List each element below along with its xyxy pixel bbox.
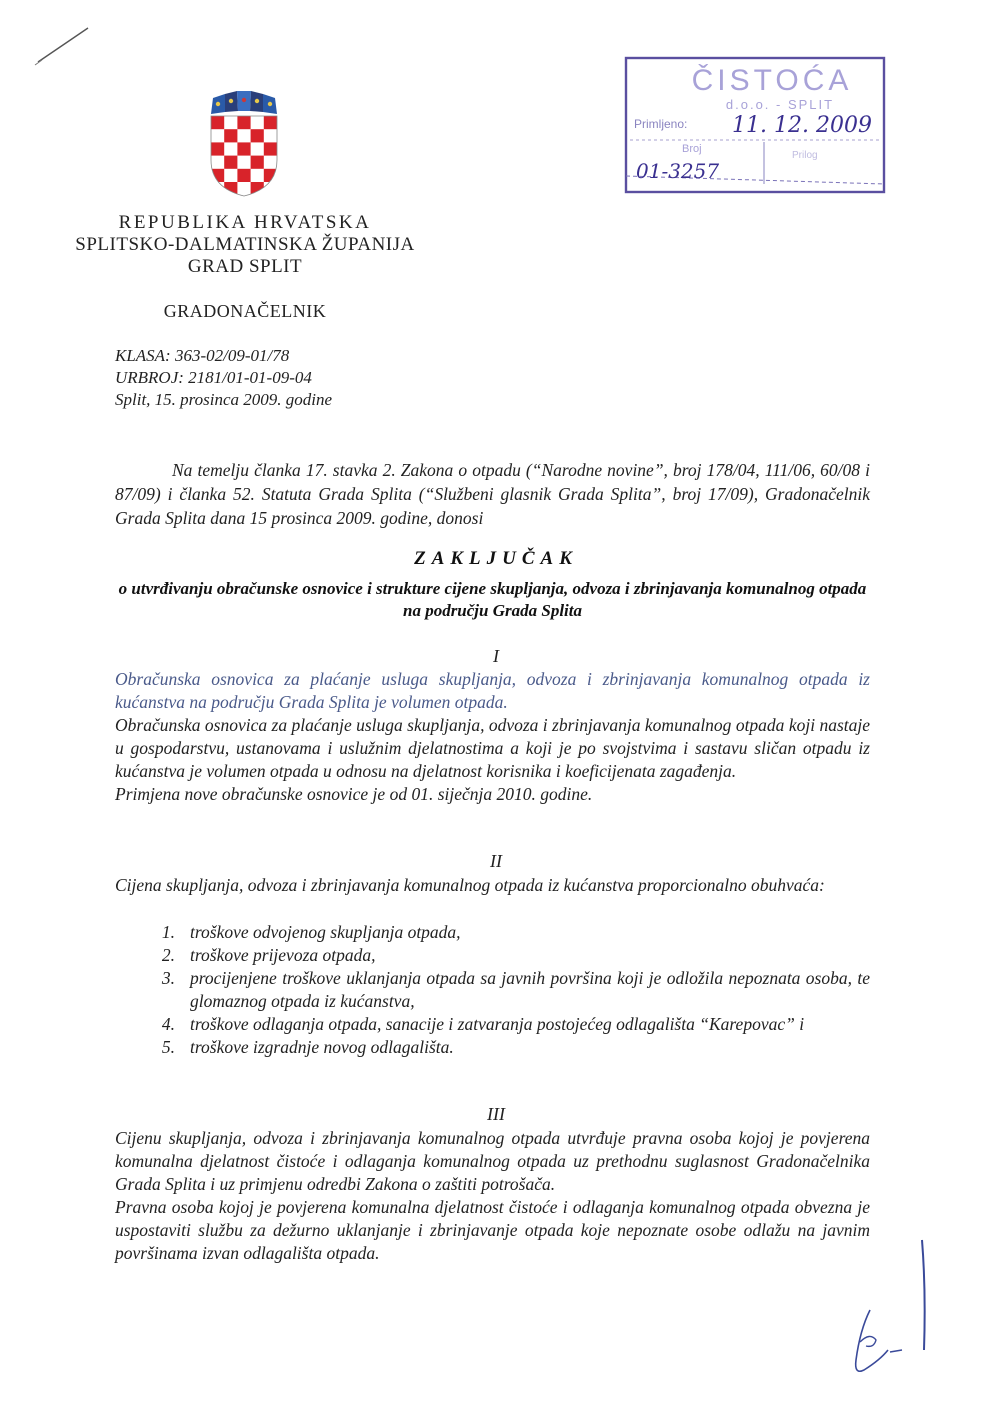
document-meta (115, 345, 332, 411)
list-item (115, 944, 870, 967)
section-3-paragraph-1: Cijenu skupljanja, odvoza i zbrinjavanja komunalnog otpada utvrđuje pravna osoba kojoj je povjerena komunalna djelatnost čistoće i odlaganja komunalnog otpada uz prethodnu suglasnost Gradonačelnika Grada Splita i uz primjenu odredbi Zakona o zaštiti potrošača. (115, 1128, 870, 1194)
list-item (115, 1013, 870, 1036)
section-3-paragraph-2: Pravna osoba kojoj je povjerena komunalna djelatnost čistoće i odlaganja komunalnog otpada obvezna je uspostaviti službu za dežurno uklanjanje i zbrinjavanje otpada koje nepoznate osobe odlažu na javnim površinama izvan odlagališta otpada. (115, 1197, 870, 1263)
list-item-number: 3. (161, 968, 175, 988)
meta-klasa: KLASA: 363-02/09-01/78 (115, 346, 290, 365)
list-item-number: 4. (161, 1014, 175, 1034)
section-2-lead: Cijena skupljanja, odvoza i zbrinjavanja komunalnog otpada iz kućanstva proporcionalno obuhvaća: (115, 875, 825, 895)
section-1-paragraph-2: Obračunska osnovica za plaćanje usluga skupljanja, odvoza i zbrinjavanja komunalnog otpada koji nastaje u gospodarstvu, ustanovama i uslužnim djelatnostima a koji je po svojstvima i sastavu sličan otpadu iz kućanstva je volumen otpada u odnosu na djelatnost korisnika i koeficijenata zagađenja. (115, 715, 870, 781)
stamp-attachment-label: Prilog (792, 150, 818, 161)
stamp-number: 01-3257 (636, 159, 720, 183)
section-3-numeral: III (487, 1104, 505, 1124)
section-2-numeral: II (490, 851, 502, 871)
list-item-text: troškove prijevoza otpada, (190, 945, 376, 965)
coat-shield (211, 116, 277, 198)
list-item-text: procijenjene troškove uklanjanja otpada sa javnih površina koji je odložila nepoznata osoba, te glomaznog otpada iz kućanstva, (190, 968, 870, 1011)
stamp-received-date: 11. 12. 2009 (732, 113, 872, 138)
stamp-number-label: Broj (682, 143, 702, 155)
stamp-received-label: Primljeno: (634, 117, 688, 131)
section-1-paragraph-1: Obračunska osnovica za plaćanje usluga skupljanja, odvoza i zbrinjavanja komunalnog otpada iz kućanstva na području Grada Splita je volumen otpada. (115, 669, 870, 712)
meta-date: Split, 15. prosinca 2009. godine (115, 390, 333, 409)
intro-paragraph: Na temelju članka 17. stavka 2. Zakona o otpadu (“Narodne novine”, broj 178/04, 111/06, 60/08 i 87/09) i članka 52. Statuta Grada Splita (“Službeni glasnik Grada Splita”, broj 17/09), Gradonačelnik Grada Splita dana 15 prosinca 2009. godine, donosi (115, 460, 870, 528)
signature-mark (830, 1230, 950, 1390)
pen-mark (30, 20, 100, 70)
list-item (115, 921, 870, 944)
header-republic: REPUBLIKA HRVATSKA (118, 212, 372, 233)
section-3 (115, 1127, 870, 1265)
list-item (115, 1036, 870, 1059)
document-title: ZAKLJUČAK (414, 548, 578, 569)
list-item-text: troškove odvojenog skupljanja otpada, (190, 922, 461, 942)
coat-of-arms-icon (205, 90, 283, 198)
document-subtitle: o utvrđivanju obračunske osnovice i strukture cijene skupljanja, odvoza i zbrinjavanja komunalnog otpada na području Grada Splita (118, 579, 867, 620)
stamp-org: ČISTOĆA (691, 64, 853, 97)
section-1-numeral: I (493, 646, 499, 666)
meta-urbroj: URBROJ: 2181/01-01-09-04 (115, 368, 312, 387)
section-2-list (115, 921, 870, 1059)
received-stamp (622, 44, 888, 196)
stamp-org-sub: d.o.o. - SPLIT (725, 97, 835, 112)
header-office: GRADONAČELNIK (163, 301, 327, 321)
header-county: SPLITSKO-DALMATINSKA ŽUPANIJA (75, 234, 415, 255)
list-item-number: 2. (161, 945, 175, 965)
list-item (115, 967, 870, 1013)
list-item-text: troškove odlaganja otpada, sanacije i zatvaranja postojećeg odlagališta “Karepovac” i (190, 1014, 805, 1034)
document-header (60, 212, 430, 322)
header-city: GRAD SPLIT (187, 256, 303, 277)
list-item-number: 1. (161, 922, 175, 942)
coat-crown (211, 91, 277, 114)
section-1 (115, 668, 870, 806)
section-1-paragraph-3: Primjena nove obračunske osnovice je od 01. siječnja 2010. godine. (115, 784, 593, 804)
list-item-number: 5. (161, 1037, 175, 1057)
list-item-text: troškove izgradnje novog odlagališta. (190, 1037, 454, 1057)
